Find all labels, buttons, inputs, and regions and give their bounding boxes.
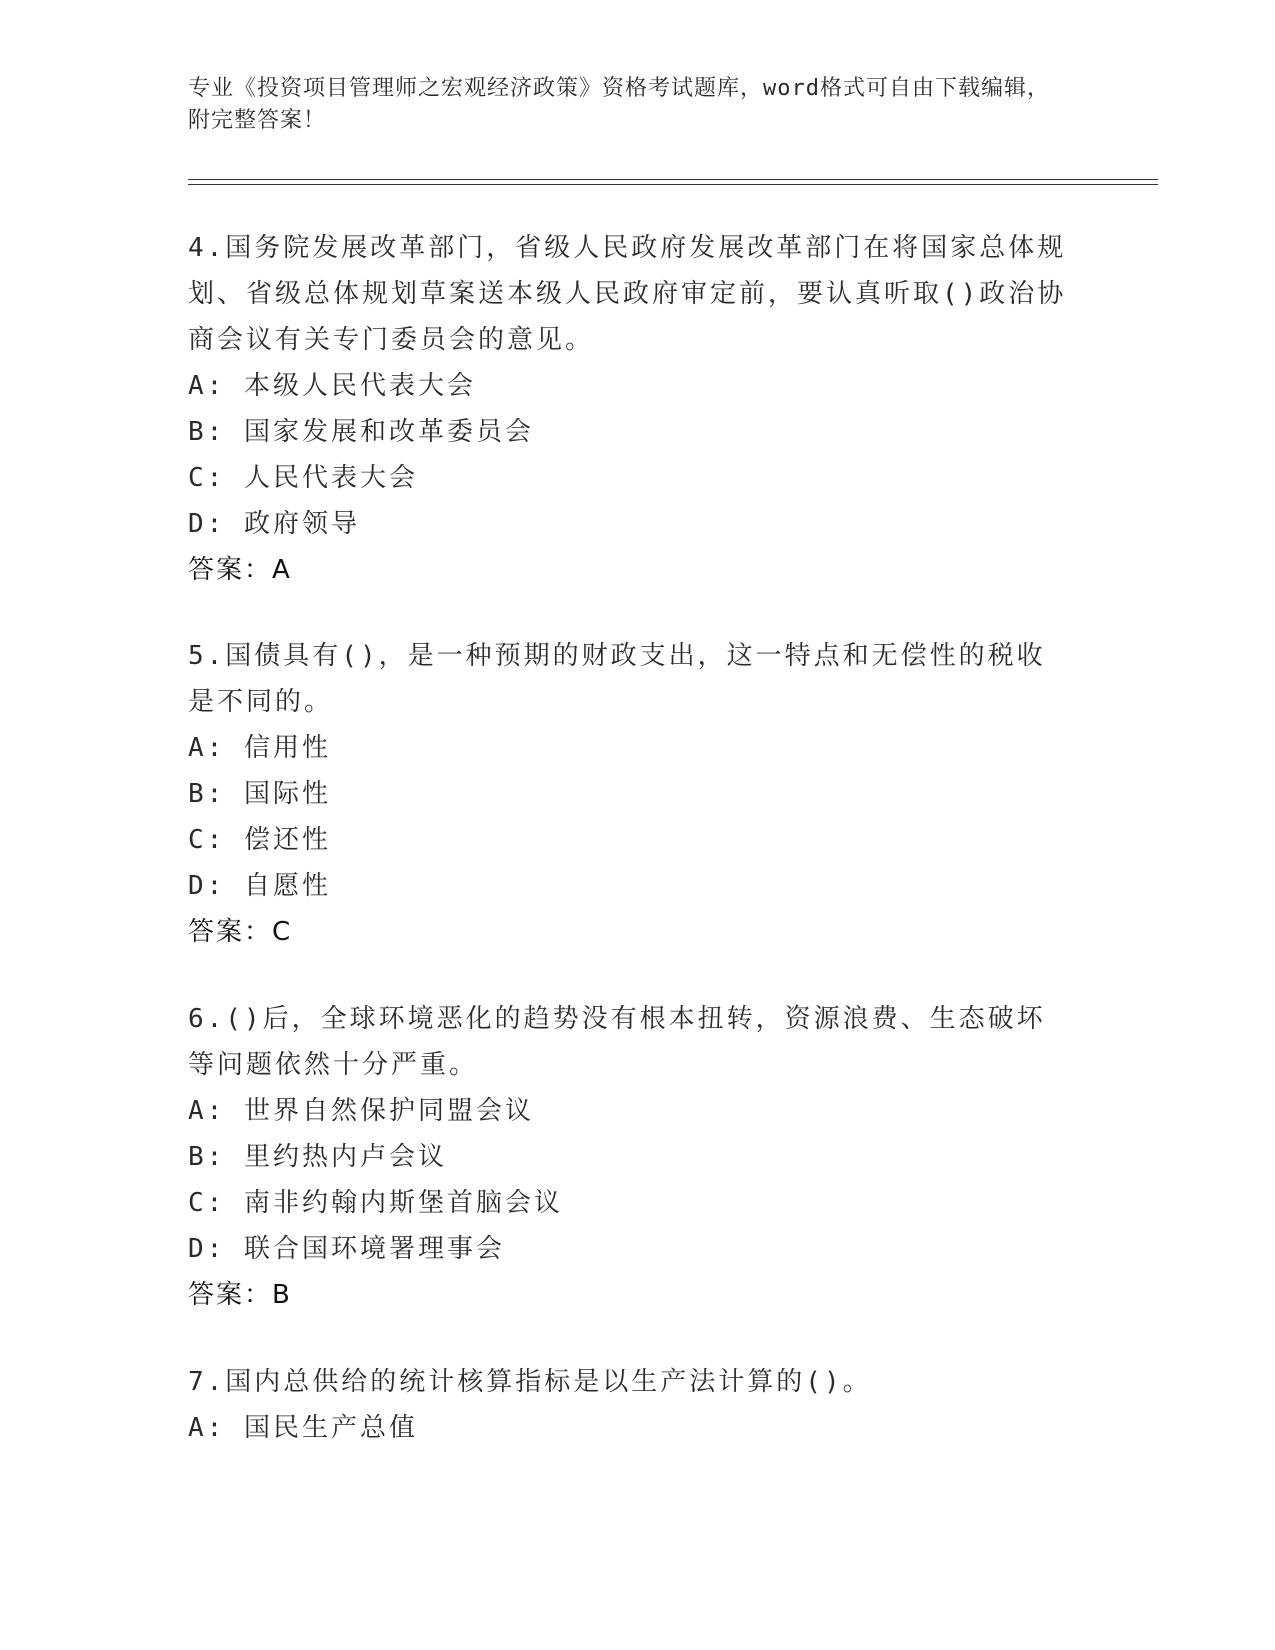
question-5 [188, 633, 1068, 955]
header-divider-bottom [188, 184, 1158, 185]
question-stem: 4.国务院发展改革部门，省级人民政府发展改革部门在将国家总体规划、省级总体规划草案送本级人民政府审定前，要认真听取()政治协商会议有关专门委员会的意见。 [188, 233, 1067, 355]
question-6 [188, 996, 1068, 1318]
option-a: A: 信用性 [188, 733, 331, 763]
question-4 [188, 225, 1068, 593]
option-a: A: 世界自然保护同盟会议 [188, 1096, 534, 1126]
option-b: B: 国家发展和改革委员会 [188, 417, 534, 447]
option-a: A: 国民生产总值 [188, 1413, 418, 1443]
header-divider-top [188, 179, 1158, 180]
question-7 [188, 1359, 1068, 1451]
option-d: D: 政府领导 [188, 509, 360, 539]
answer: 答案：A [188, 555, 292, 585]
option-d: D: 联合国环境署理事会 [188, 1234, 505, 1264]
option-c: C: 南非约翰内斯堡首脑会议 [188, 1188, 563, 1218]
answer: 答案：B [188, 1280, 292, 1310]
answer: 答案：C [188, 917, 293, 947]
question-stem: 6.()后，全球环境恶化的趋势没有根本扭转，资源浪费、生态破坏等问题依然十分严重。 [188, 1004, 1046, 1080]
option-a: A: 本级人民代表大会 [188, 371, 476, 401]
option-c: C: 偿还性 [188, 825, 331, 855]
question-stem: 7.国内总供给的统计核算指标是以生产法计算的()。 [188, 1367, 872, 1397]
document-header: 专业《投资项目管理师之宏观经济政策》资格考试题库，word格式可自由下载编辑，附完整答案！ [188, 76, 1050, 133]
option-b: B: 国际性 [188, 779, 331, 809]
question-stem: 5.国债具有()，是一种预期的财政支出，这一特点和无偿性的税收是不同的。 [188, 641, 1046, 717]
option-c: C: 人民代表大会 [188, 463, 418, 493]
option-b: B: 里约热内卢会议 [188, 1142, 447, 1172]
option-d: D: 自愿性 [188, 871, 331, 901]
